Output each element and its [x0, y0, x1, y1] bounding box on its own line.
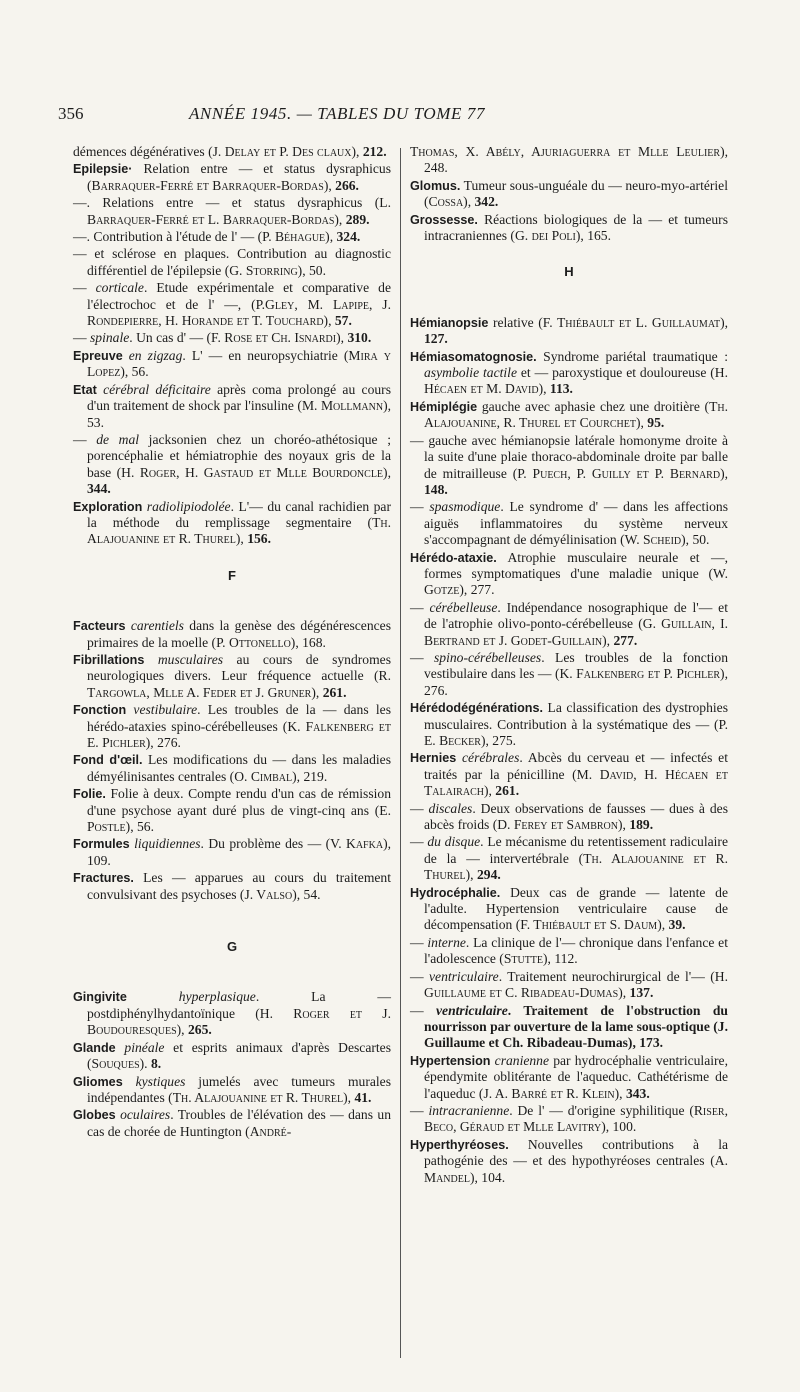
index-entry: Glomus. Tumeur sous-unguéale du — neuro-myo-artériel (Cossa), 342. — [410, 177, 728, 210]
index-entry: Epreuve en zigzag. L' — en neuropsychiatrie (Mira y Lopez), 56. — [73, 347, 391, 380]
right-column — [410, 144, 728, 1187]
index-entry: Hernies cérébrales. Abcès du cerveau et — infectés et traités par la pénicilline (M. David, H. Hécaen et Talairach), 261. — [410, 750, 728, 799]
index-entry: — spino-cérébelleuses. Les troubles de la fonction vestibulaire dans les — (K. Falkenberg et P. Pichler), 276. — [410, 649, 728, 698]
index-entry: — du disque. Le mécanisme du retentissement radiculaire de la — intervertébrale (Th. Alajouanine et R. Thurel), 294. — [410, 834, 729, 883]
page-number: 356 — [58, 104, 84, 123]
index-entry: Hémiplégie gauche avec aphasie chez une droitière (Th. Alajouanine, R. Thurel et Courchet), 95. — [410, 398, 728, 431]
index-entry: Epilepsie· Relation entre — et status dysraphicus (Barraquer-Ferré et Barraquer-Bordas), 266. — [73, 161, 391, 193]
index-entry: Formules liquidiennes. Du problème des — (V. Kafka), 109. — [73, 836, 391, 868]
running-head — [58, 104, 568, 124]
index-entry: Hérédodégénérations. La classification des dystrophies musculaires. Contribution à la systématique des — (P. E. Becker), 275. — [410, 700, 728, 748]
index-entry: Fonction vestibulaire. Les troubles de la — dans les hérédo-ataxies spino-cérébelleuses (K. Falkenberg et E. Pichler), 276. — [73, 702, 391, 750]
index-entry: Glande pinéale et esprits animaux d'après Descartes (Souques). 8. — [73, 1039, 391, 1072]
index-entry: Folie. Folie à deux. Compte rendu d'un cas de rémission d'une psychose ayant duré plus de vingt-cinq ans (E. Postle), 56. — [73, 786, 391, 835]
left-column — [73, 144, 391, 1141]
index-entry: Fond d'œil. Les modifications du — dans les maladies démyélinisantes centrales (O. Cimbal), 219. — [73, 752, 391, 784]
index-entry: Exploration radiolipiodolée. L'— du canal rachidien par la méthode du remplissage segmentaire (Th. Alajouanine et R. Thurel), 156. — [73, 498, 391, 547]
index-entry: Grossesse. Réactions biologiques de la — et tumeurs intracraniennes (G. dei Poli), 165. — [410, 211, 728, 244]
index-entry: —. Relations entre — et status dysraphicus (L. Barraquer-Ferré et L. Barraquer-Bordas), 289. — [73, 195, 391, 227]
index-entry: — gauche avec hémianopsie latérale homonyme droite à la suite d'une plaie thoraco-abdominale droite par balle de mitrailleuse (P. Puech, P. Guilly et P. Bernard), 148. — [410, 432, 728, 497]
index-entry: démences dégénératives (J. Delay et P. Des claux), 212. — [73, 144, 387, 159]
section-letter-g: G — [226, 939, 238, 955]
index-entry: Gingivite hyperplasique. La — postdiphénylhydantoïnique (H. Roger et J. Boudouresques), 265. — [73, 989, 391, 1038]
index-entry: Globes oculaires. Troubles de l'élévation des — dans un cas de chorée de Huntington (André- — [73, 1107, 391, 1139]
index-entry: — ventriculaire. Traitement de l'obstruction du nourrisson par ouverture de la lame sous-optique (J. Guillaume et Ch. Ribadeau-Dumas), 173. — [410, 1002, 728, 1051]
index-entry: —. Contribution à l'étude de l' — (P. Béhague), 324. — [73, 229, 361, 245]
index-entry: Fibrillations musculaires au cours de syndromes neurologiques divers. Leur fréquence actuelle (R. Targowla, Mlle A. Feder et J. Gruner), 261. — [73, 651, 392, 700]
index-entry: Thomas, X. Abély, Ajuriaguerra et Mlle Leulier), 248. — [410, 144, 728, 176]
index-entry: Hyperthyréoses. Nouvelles contributions à la pathogénie des — et des hypothyréoses centrales (A. Mandel), 104. — [410, 1136, 728, 1185]
index-entry: Etat cérébral déficitaire après coma prolongé au cours d'un traitement de shock par l'insuline (M. Mollmann), 53. — [73, 381, 391, 430]
index-entry: — spinale. Un cas d' — (F. Rose et Ch. Isnardi), 310. — [73, 330, 372, 346]
index-entry: Hérédo-ataxie. Atrophie musculaire neurale et —, formes symptomatiques d'une maladie unique (W. Gotze), 277. — [410, 549, 728, 598]
running-title: ANNÉE 1945. — TABLES DU TOME 77 — [188, 104, 486, 123]
index-entry: — spasmodique. Le syndrome d' — dans les affections aiguës inflammatoires du système nerveux s'accompagnant de démyélinisation (W. Scheid), 50. — [410, 499, 728, 548]
index-entry: — et sclérose en plaques. Contribution au diagnostic différentiel de l'épilepsie (G. Storring), 50. — [73, 246, 391, 278]
section-letter-h: H — [564, 264, 574, 280]
index-entry: — cérébelleuse. Indépendance nosographique de l'— et de l'atrophie olivo-ponto-cérébelleuse (G. Guillain, I. Bertrand et J. Godet-Guillain), 277. — [410, 599, 728, 648]
index-entry: — ventriculaire. Traitement neurochirurgical de l'— (H. Guillaume et C. Ribadeau-Dumas), 137. — [410, 968, 728, 1001]
section-letter-f: F — [228, 567, 236, 583]
index-entry: Facteurs carentiels dans la genèse des dégénérescences primaires de la moelle (P. Ottonello), 168. — [73, 618, 392, 650]
index-entry: Hémianopsie relative (F. Thiébault et L. Guillaumat), 127. — [410, 314, 728, 347]
index-entry: Fractures. Les — apparues au cours du traitement convulsivant des psychoses (J. Valso), 54. — [73, 870, 391, 902]
index-entry: Hypertension cranienne par hydrocéphalie ventriculaire, épendymite oblitérante de l'aqueduc. Cathétérisme de l'aqueduc (J. A. Barré et R. Klein), 343. — [410, 1052, 728, 1101]
index-entry: — interne. La clinique de l'— chronique dans l'enfance et l'adolescence (Stutte), 112. — [410, 934, 728, 967]
index-entry: Hémiasomatognosie. Syndrome pariétal traumatique : asymbolie tactile et — paroxystique et douloureuse (H. Hécaen et M. David), 113. — [410, 348, 728, 397]
index-entry: Hydrocéphalie. Deux cas de grande — latente de l'adulte. Hypertension ventriculaire cause de décompensation (F. Thiébault et S. Daum), 39. — [410, 884, 728, 933]
index-entry: Gliomes kystiques jumelés avec tumeurs murales indépendantes (Th. Alajouanine et R. Thurel), 41. — [73, 1073, 391, 1105]
column-divider — [400, 148, 401, 1358]
index-entry: — de mal jacksonien chez un choréo-athétosique ; porencéphalie et hémiatrophie des noyaux gris de la base (H. Roger, H. Gastaud et Mlle Bourdoncle), 344. — [73, 431, 391, 497]
index-entry: — intracranienne. De l' — d'origine syphilitique (Riser, Beco, Géraud et Mlle Lavitry), 100. — [410, 1102, 728, 1135]
index-entry: — corticale. Etude expérimentale et comparative de l'électrochoc et de l' —, (P.Gley, M. Lapipe, J. Rondepierre, H. Horande et T. Touchard), 57. — [73, 280, 391, 329]
index-entry: — discales. Deux observations de fausses — dues à des abcès froids (D. Ferey et Sambron), 189. — [410, 800, 728, 833]
